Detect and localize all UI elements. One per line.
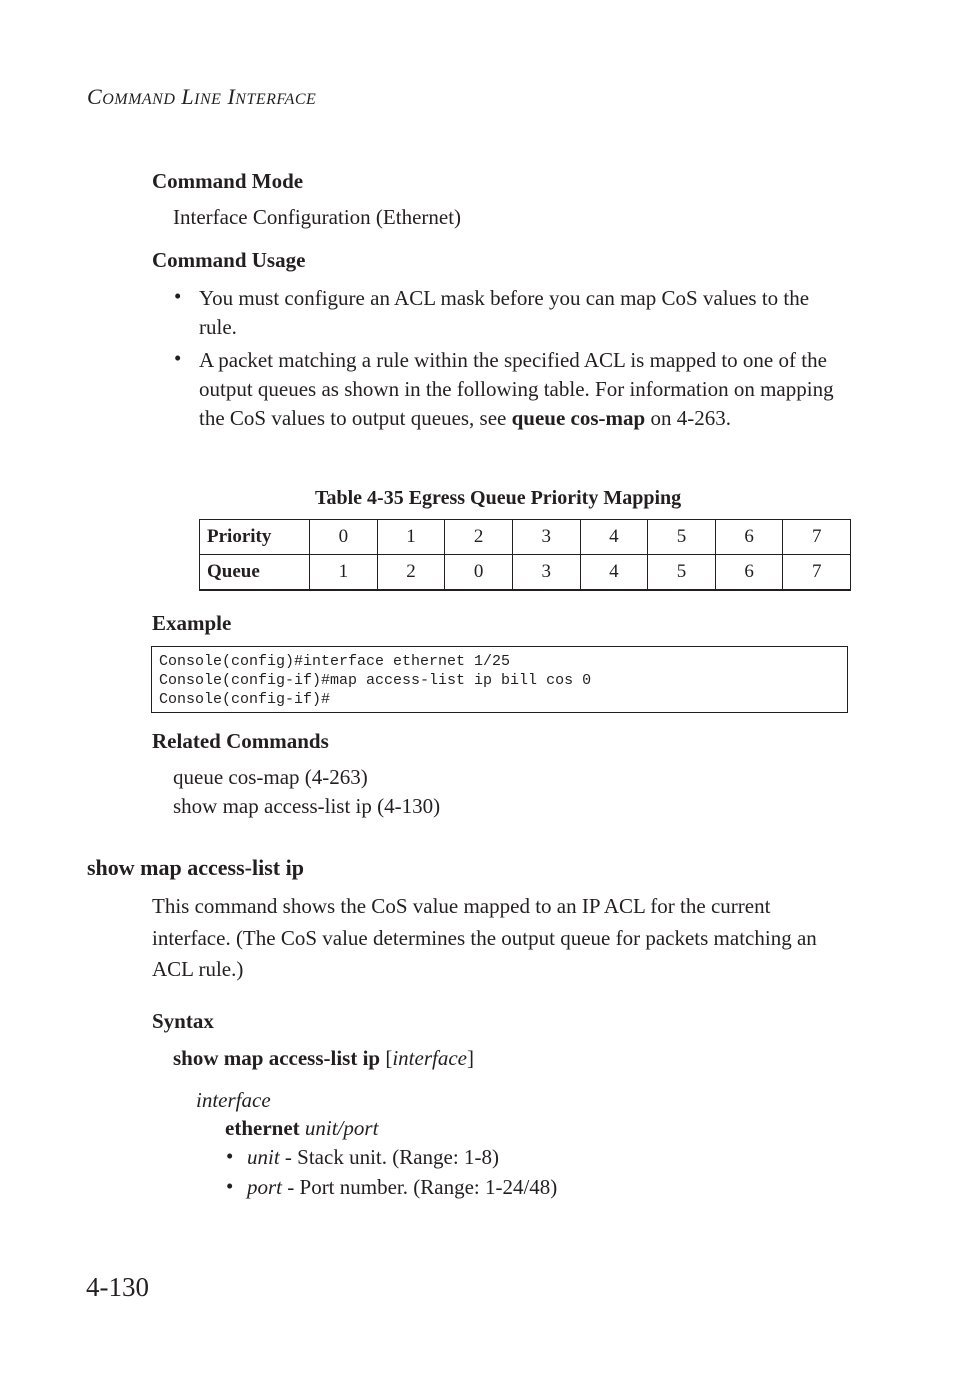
table-cell: 1 xyxy=(310,555,378,591)
param-item: unit - Stack unit. (Range: 1-8) xyxy=(247,1145,499,1169)
table-cell: 6 xyxy=(715,520,783,555)
table-cell: 0 xyxy=(310,520,378,555)
table-cell: 6 xyxy=(715,555,783,591)
priority-queue-table xyxy=(199,519,851,591)
table-cell: 4 xyxy=(580,520,648,555)
row-header: Queue xyxy=(200,555,310,591)
param-item: port - Port number. (Range: 1-24/48) xyxy=(247,1175,558,1199)
bullet-icon: • xyxy=(174,284,182,308)
table-cell: 5 xyxy=(648,555,716,591)
table-row xyxy=(200,555,851,591)
syntax-heading: Syntax xyxy=(152,1009,214,1033)
related-command-link: queue cos-map (4-263) xyxy=(173,765,368,789)
example-heading: Example xyxy=(152,611,232,635)
code-line: Console(config-if)#map access-list ip bill cos 0 xyxy=(159,672,592,689)
bullet-icon: • xyxy=(174,346,182,370)
queue-cos-map-ref: queue cos-map xyxy=(511,406,646,430)
bullet-icon: • xyxy=(226,1144,234,1168)
table-cell: 7 xyxy=(783,520,851,555)
syntax-line: show map access-list ip [interface] xyxy=(173,1046,474,1070)
syntax-param: interface xyxy=(392,1046,467,1070)
code-line: Console(config-if)# xyxy=(159,691,331,708)
table-cell: 4 xyxy=(580,555,648,591)
section-description: This command shows the CoS value mapped to an IP ACL for the current interface. (The CoS value determines the output queue for packets matching an ACL rule.) xyxy=(152,894,817,981)
related-command-link: show map access-list ip (4-130) xyxy=(173,794,441,818)
table-cell: 2 xyxy=(445,520,513,555)
command-mode-text: Interface Configuration (Ethernet) xyxy=(173,205,462,229)
ethernet-keyword: ethernet xyxy=(225,1116,300,1140)
bullet-icon: • xyxy=(226,1174,234,1198)
table-cell: 5 xyxy=(648,520,716,555)
syntax-command: show map access-list ip xyxy=(173,1046,381,1070)
command-mode-heading: Command Mode xyxy=(152,169,304,193)
running-head: COMMAND LINE INTERFACE xyxy=(87,84,317,109)
table-caption: Table 4-35 Egress Queue Priority Mapping xyxy=(315,487,682,509)
table-cell: 0 xyxy=(445,555,513,591)
page-number: 4-130 xyxy=(86,1272,149,1302)
row-header: Priority xyxy=(200,520,310,555)
table-cell: 2 xyxy=(377,555,445,591)
table-cell: 7 xyxy=(783,555,851,591)
ethernet-line xyxy=(225,1114,378,1143)
usage-item: A packet matching a rule within the specified ACL is mapped to one of the output queues as shown in the following table. For information on mapping the CoS values to output queues, see queue cos-map on 4-263. xyxy=(199,348,834,430)
related-commands-heading: Related Commands xyxy=(152,729,329,753)
param-label: interface xyxy=(196,1088,271,1112)
table-row xyxy=(200,520,851,555)
code-line: Console(config)#interface ethernet 1/25 xyxy=(159,653,511,670)
table-cell: 1 xyxy=(377,520,445,555)
table-cell: 3 xyxy=(512,520,580,555)
usage-item: You must configure an ACL mask before you can map CoS values to the rule. xyxy=(199,286,810,339)
section-title: show map access-list ip xyxy=(87,855,304,880)
command-usage-heading: Command Usage xyxy=(152,248,306,272)
table-cell: 3 xyxy=(512,555,580,591)
unit-port: unit/port xyxy=(304,1116,379,1140)
example-code-block xyxy=(151,646,848,713)
